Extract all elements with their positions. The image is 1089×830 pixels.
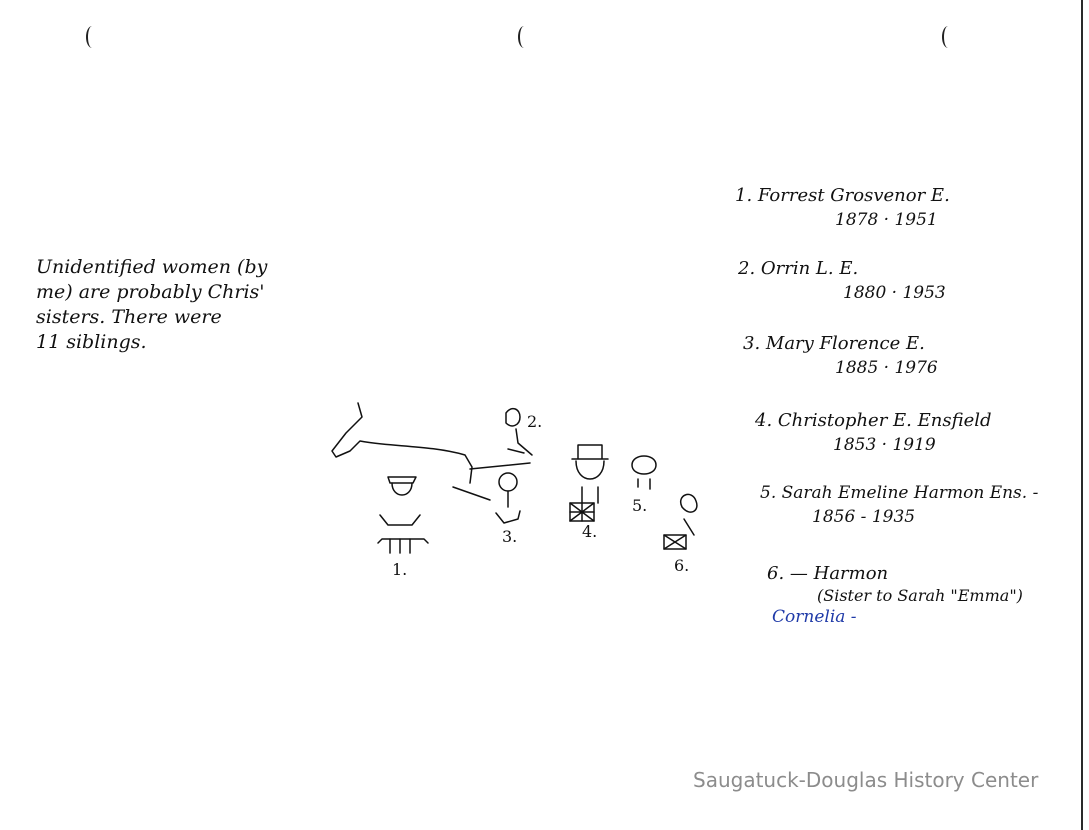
person-name: 3. Mary Florence E. bbox=[743, 333, 925, 354]
stick-figure-4 bbox=[570, 445, 608, 521]
page-edge bbox=[1081, 0, 1083, 830]
watermark: Saugatuck-Douglas History Center bbox=[693, 768, 1039, 792]
stick-figure-3 bbox=[496, 473, 520, 523]
person-years: 1856 - 1935 bbox=[812, 507, 916, 527]
person-name: 1. Forrest Grosvenor E. bbox=[735, 185, 950, 206]
figure-label-5: 5. bbox=[632, 496, 648, 515]
stick-figure-1 bbox=[378, 477, 428, 553]
figure-label-3: 3. bbox=[502, 527, 518, 546]
photo-sketch bbox=[320, 395, 740, 590]
note-line: 11 siblings. bbox=[36, 331, 147, 353]
person-name: 2. Orrin L. E. bbox=[738, 258, 859, 279]
punch-hole-center bbox=[518, 26, 530, 48]
person-name: 6. — Harmon bbox=[767, 563, 889, 584]
figure-label-4: 4. bbox=[582, 522, 598, 541]
note-line: sisters. There were bbox=[36, 306, 222, 328]
figure-label-2: 2. bbox=[527, 412, 543, 431]
legend-entry-3 bbox=[743, 333, 938, 378]
stick-figure-6 bbox=[664, 494, 697, 549]
horse-sketch bbox=[332, 403, 472, 483]
person-years: 1878 · 1951 bbox=[835, 210, 938, 230]
person-years: 1853 · 1919 bbox=[833, 435, 936, 455]
legend-entry-5 bbox=[760, 483, 1038, 527]
punch-hole-left bbox=[86, 26, 98, 48]
stick-figure-5 bbox=[632, 456, 656, 489]
person-name: 4. Christopher E. Ensfield bbox=[755, 410, 992, 431]
person-years: 1885 · 1976 bbox=[835, 358, 938, 378]
legend-entry-4 bbox=[755, 410, 992, 455]
figure-label-1: 1. bbox=[392, 560, 408, 579]
figure-label-6: 6. bbox=[674, 556, 690, 575]
legend-entry-1 bbox=[735, 185, 950, 230]
handwritten-note bbox=[36, 255, 296, 355]
legend-entry-2 bbox=[738, 258, 946, 303]
note-line: me) are probably Chris' bbox=[36, 281, 265, 303]
punch-hole-right bbox=[942, 26, 954, 48]
person-name: 5. Sarah Emeline Harmon Ens. - bbox=[760, 483, 1039, 503]
person-relation: (Sister to Sarah "Emma") bbox=[817, 586, 1023, 605]
legend-entry-6 bbox=[767, 563, 1023, 605]
blue-ink-annotation: Cornelia - bbox=[772, 607, 857, 627]
note-line: Unidentified women (by bbox=[36, 256, 268, 278]
person-years: 1880 · 1953 bbox=[843, 283, 946, 303]
